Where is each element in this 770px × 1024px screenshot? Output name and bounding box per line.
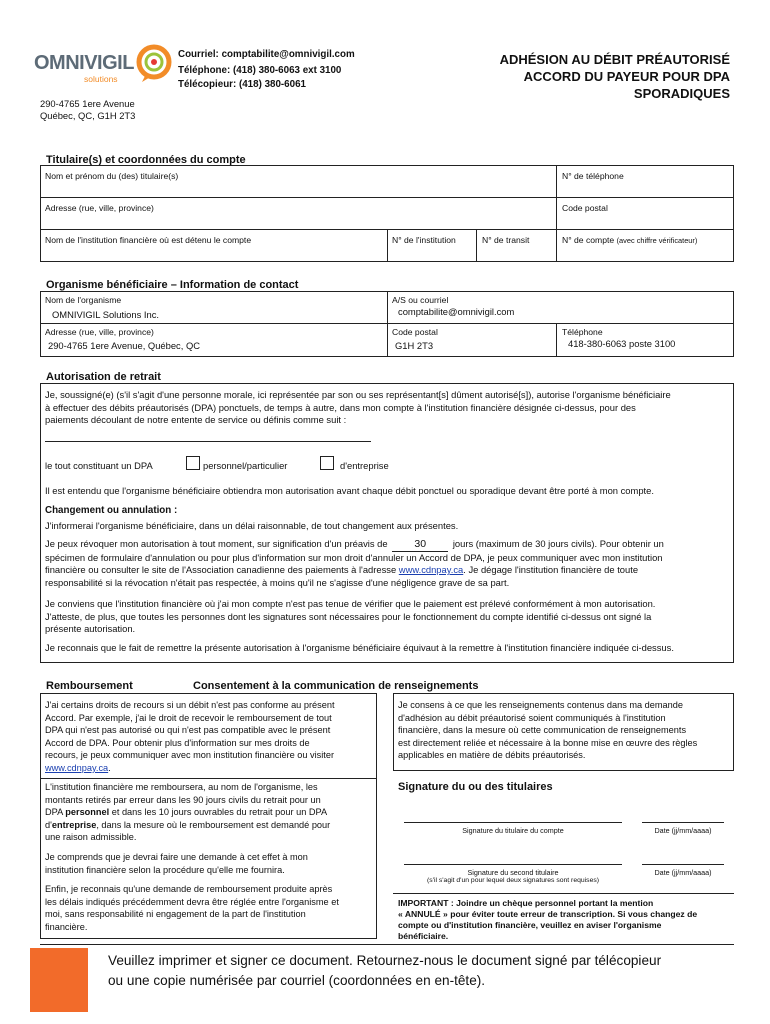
org-email-label: A/S ou courriel — [392, 295, 449, 305]
title-line-3: SPORADIQUES — [633, 86, 730, 101]
revoke-line-2: spécimen de formulaire d'annulation ou pour plus d'information sur mon droit d'annuler un Accord de DPA, je peux communiquer avec mon institution — [45, 551, 663, 563]
beneficiary-section-title: Organisme bénéficiaire – Information de contact — [46, 279, 299, 291]
refund-p3-l2: institution financière selon la procédure qu'elle me fournira. — [45, 864, 285, 875]
consent-l3: financière, dans la mesure où cette communication de renseignements — [398, 725, 687, 736]
account-number-field[interactable] — [562, 235, 697, 245]
logo-wordmark: OMNIVIGIL — [34, 52, 134, 74]
refund-p2-l4-post: , dans la mesure où le remboursement est demandé pour — [96, 819, 331, 830]
revoke-l3-pre: financière ou consulter le site de l'Association canadienne des paiements à l'adresse — [45, 564, 397, 576]
authorization-section-title: Autorisation de retrait — [46, 371, 161, 383]
account-section-title: Titulaire(s) et coordonnées du compte — [46, 154, 246, 166]
date-2-line[interactable] — [642, 864, 724, 865]
company-address-1: 290-4765 1ere Avenue — [40, 98, 135, 109]
consent-l2: d'adhésion au débit préautorisé soient communiqués à l'institution — [398, 712, 666, 723]
refund-p2-l3-bold: personnel — [65, 807, 110, 818]
org-postal-value: G1H 2T3 — [395, 340, 434, 351]
title-line-1: ADHÉSION AU DÉBIT PRÉAUTORISÉ — [499, 52, 730, 67]
org-phone-value: 418-380-6063 poste 3100 — [568, 338, 676, 349]
refund-cdnpay-link[interactable]: www.cdnpay.ca — [45, 762, 109, 773]
refund-p1-l5: recours, je peux communiquer avec mon institution financière ou visiter — [45, 750, 335, 761]
important-l1: IMPORTANT : Joindre un chèque personnel portant la mention — [398, 898, 654, 908]
transit-number-field[interactable]: N° de transit — [482, 235, 530, 245]
company-address-2: Québec, QC, G1H 2T3 — [40, 110, 136, 121]
notice-days-field[interactable] — [392, 538, 448, 552]
contact-email[interactable]: comptabilite@omnivigil.com — [221, 49, 355, 60]
authorization-paragraph — [45, 389, 731, 427]
holder-phone-field[interactable]: N° de téléphone — [562, 171, 624, 181]
revocation-paragraph — [45, 538, 731, 589]
contact-email-label: Courriel: — [178, 49, 219, 60]
important-l4: bénéficiaire. — [398, 931, 449, 941]
dpa-type-label: le tout constituant un DPA — [45, 460, 153, 471]
revoke-line-3 — [45, 564, 731, 577]
signature-1-line[interactable] — [404, 822, 622, 823]
signature-2-line[interactable] — [404, 864, 622, 865]
personal-checkbox[interactable] — [186, 456, 200, 470]
org-name-value: OMNIVIGIL Solutions Inc. — [52, 309, 159, 320]
footer-rule — [40, 944, 734, 945]
revoke-l3-post: . Je dégage l'institution financière de toute — [463, 564, 639, 576]
date-1-label: Date (jj/mm/aaaa) — [654, 826, 712, 835]
refund-p1-l1: J'ai certains droits de recours si un débit n'est pas conforme au présent — [45, 700, 335, 710]
refund-p2-l5: une raison admissible. — [45, 832, 137, 843]
refund-p1-l4: Accord de DPA. Pour obtenir plus d'information sur mes droits de — [45, 737, 310, 748]
refund-p4-l3: moi, sans responsabilité ni engagement de la part de l'institution — [45, 909, 306, 920]
date-1-line[interactable] — [642, 822, 724, 823]
refund-p2-l4-bold: entreprise — [51, 819, 97, 830]
logo-subtitle: solutions — [84, 74, 118, 84]
cdnpay-link[interactable]: www.cdnpay.ca — [398, 564, 464, 576]
revoke-pre: Je peux révoquer mon autorisation à tout moment, sur signification d'un préavis de — [45, 538, 388, 549]
agree-line-2: J'atteste, de plus, que toutes les personnes dont les signatures sont nécessaires pour le fonctionnement du compte identifié ci-dessus ont signé la — [45, 610, 652, 622]
org-address-value: 290-4765 1ere Avenue, Québec, QC — [48, 340, 201, 351]
account-number-hint: (avec chiffre vérificateur) — [616, 236, 698, 245]
authorization-consent-text: Il est entendu que l'organisme bénéficiaire obtiendra mon autorisation avant chaque débit ponctuel ou sporadique devant être porté à mon compte. — [45, 485, 654, 496]
account-number-label: N° de compte — [562, 235, 615, 245]
refund-p4-l2: les délais indiqués précédemment devra être réglée entre l'organisme et — [45, 896, 339, 907]
holder-name-field[interactable]: Nom et prénom du (des) titulaire(s) — [45, 171, 179, 181]
refund-paragraph-4 — [45, 883, 339, 933]
agree-line-1: Je conviens que l'institution financière où j'ai mon compte n'est pas tenue de vérifier que le paiement est prélevé conformément à mon autorisation. — [45, 598, 656, 609]
refund-p4-l1: Enfin, je reconnais qu'une demande de remboursement produite après — [45, 884, 333, 894]
change-notice-text: J'informerai l'organisme bénéficiaire, dans un délai raisonnable, de tout changement aux présentes. — [45, 520, 459, 531]
auth-line-1: Je, soussigné(e) (s'il s'agit d'une personne morale, ici représentée par son ou ses représentant[s] dûment autorisé[s]), autorise l'organisme bénéficiaire — [45, 389, 671, 400]
payment-terms-line[interactable] — [45, 441, 371, 442]
refund-p2-l3-post: et dans les 10 jours ouvrables du retrait pour un DPA — [111, 807, 328, 818]
refund-p2-l3-pre: DPA — [45, 807, 63, 818]
date-2-label: Date (jj/mm/aaaa) — [654, 868, 712, 877]
consent-l1: Je consens à ce que les renseignements contenus dans ma demande — [398, 700, 683, 710]
institution-name-field[interactable]: Nom de l'institution financière où est détenu le compte — [45, 235, 252, 245]
org-name-label: Nom de l'organisme — [45, 295, 122, 305]
signature-1-label: Signature du titulaire du compte — [462, 826, 564, 835]
important-l3: compte ou d'institution financière, veuillez en aviser l'organisme — [398, 920, 662, 930]
footer-line-1: Veuillez imprimer et signer ce document. Retournez-nous le document signé par télécopieur — [108, 953, 662, 968]
business-checkbox[interactable] — [320, 456, 334, 470]
company-logo — [30, 44, 170, 90]
business-checkbox-label: d'entreprise — [340, 460, 389, 471]
revoke-post: jours (maximum de 30 jours civils). Pour obtenir un — [452, 538, 664, 549]
footer-instructions — [108, 951, 661, 991]
refund-p2-l4-pre: d' — [45, 819, 52, 830]
refund-p1-l3: DPA qui n'est pas autorisé ou qui n'est pas compatible avec le présent — [45, 725, 331, 736]
signature-2-label: Signature du second titulaire — [467, 868, 559, 877]
refund-paragraph-2 — [45, 781, 330, 844]
revoke-line-4: responsabilité si la révocation n'était pas respectée, à moins qu'il ne s'agisse d'une négligence grave de sa part. — [45, 576, 510, 588]
refund-p2-l1: L'institution financière me remboursera, au nom de l'organisme, les — [45, 782, 318, 792]
important-l2: « ANNULÉ » pour éviter toute erreur de transcription. Si vous changez de — [398, 909, 698, 919]
refund-p1-l2: Accord. Par exemple, j'ai le droit de recevoir le remboursement de tout — [45, 712, 332, 723]
signature-2-note: (s'il s'agit d'un pour lequel deux signatures sont requises) — [426, 877, 600, 884]
refund-p3-l1: Je comprends que je devrai faire une demande à cet effet à mon — [45, 852, 308, 862]
logo-mark-icon — [136, 44, 172, 84]
org-postal-label: Code postal — [392, 327, 438, 337]
holder-address-field[interactable]: Adresse (rue, ville, province) — [45, 203, 154, 213]
remit-paragraph: Je reconnais que le fait de remettre la présente autorisation à l'organisme bénéficiaire équivaut à la remettre à l'institution financière indiquée ci-dessus. — [45, 642, 674, 653]
important-note — [398, 898, 697, 942]
holder-postal-field[interactable]: Code postal — [562, 203, 608, 213]
refund-section-title: Remboursement — [46, 680, 133, 692]
consent-l5: applicables en matière de débits préautorisés. — [398, 750, 586, 761]
notice-days-value: 30 — [414, 538, 427, 550]
change-cancel-title: Changement ou annulation : — [45, 505, 178, 516]
footer-accent-block — [30, 948, 88, 1012]
signature-section-title: Signature du ou des titulaires — [398, 781, 553, 793]
contact-phone: Téléphone: (418) 380-6063 ext 3100 — [178, 65, 342, 76]
refund-p4-l4: financière. — [45, 921, 88, 932]
agree-line-3: présente autorisation. — [45, 623, 136, 635]
refund-paragraph-1: J'ai certains droits de recours si un débit n'est pas conforme au présent Accord. Par exemple, j'ai le droit de recevoir le remboursement de tout DPA qui n'est pas autorisé ou qui n'est pas compatible avec le présent Accord de DPA. Pour obtenir plus d'information sur mes droits de recours, je peux communiquer avec mon institution financière ou visiter www.cdnpay.ca. — [45, 700, 335, 773]
org-phone-label: Téléphone — [562, 327, 603, 337]
consent-l4: est directement reliée et nécessaire à la bonne mise en œuvre des règles — [398, 737, 698, 748]
title-line-2: ACCORD DU PAYEUR POUR DPA — [523, 69, 730, 84]
footer-line-2: ou une copie numérisée par courriel (coordonnées en en-tête). — [108, 973, 486, 988]
auth-line-2: à effectuer des débits préautorisés (DPA) ponctuels, de temps à autre, dans mon compte à l'institution financière désignée ci-dessus, pour des — [45, 401, 636, 413]
auth-line-3: paiements découlant de notre entente de service ou définis comme suit : — [45, 414, 347, 426]
institution-number-field[interactable]: N° de l'institution — [392, 235, 456, 245]
refund-paragraph-3 — [45, 851, 308, 876]
org-email-value: comptabilite@omnivigil.com — [398, 306, 515, 317]
refund-p2-l2: montants retirés par erreur dans les 90 jours civils du retrait pour un — [45, 794, 321, 805]
org-address-label: Adresse (rue, ville, province) — [45, 327, 154, 337]
verification-paragraph — [45, 598, 731, 636]
contact-fax: Télécopieur: (418) 380-6061 — [178, 79, 306, 90]
contact-email-line — [178, 49, 355, 60]
page-title — [440, 51, 730, 102]
consent-paragraph — [398, 699, 697, 762]
consent-section-title: Consentement à la communication de renseignements — [193, 680, 479, 692]
revoke-line-1 — [45, 538, 731, 552]
personal-checkbox-label: personnel/particulier — [203, 460, 288, 471]
